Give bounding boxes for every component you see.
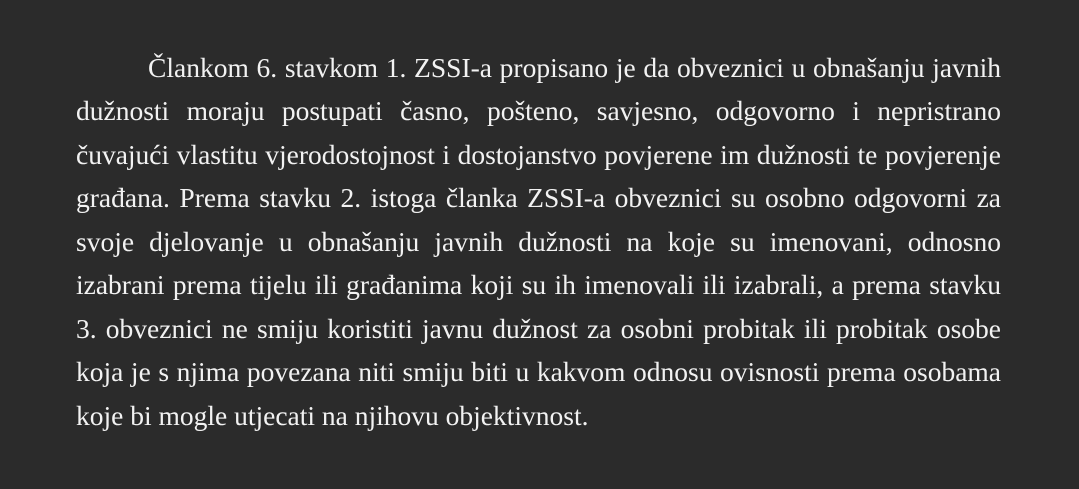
document-paragraph: Člankom 6. stavkom 1. ZSSI-a propisano je da obveznici u obnašanju javnih dužnosti moraju postupati časno, pošteno, savjesno, odgovorno i nepristrano čuvajući vlastitu vjerodostojnost i dostojanstvo povjerene im dužnosti te povjerenje građana. Prema stavku 2. istoga članka ZSSI-a obveznici su osobno odgovorni za svoje djelovanje u obnašanju javnih dužnosti na koje su imenovani, odnosno izabrani prema tijelu ili građanima koji su ih imenovali ili izabrali, a prema stavku 3. obveznici ne smiju koristiti javnu dužnost za osobni probitak ili probitak osobe koja je s njima povezana niti smiju biti u kakvom odnosu ovisnosti prema osobama koje bi mogle utjecati na njihovu objektivnost. — [76, 51, 1001, 431]
